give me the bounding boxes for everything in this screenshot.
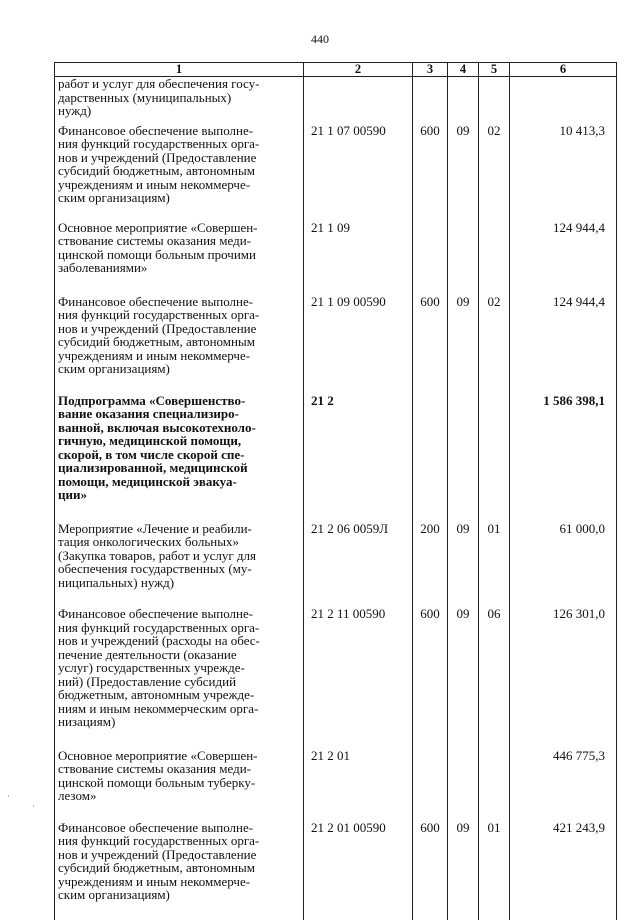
- row-rz-cell: [448, 124, 479, 221]
- row-vr-cell: [413, 221, 448, 295]
- scan-mark: [8, 795, 9, 797]
- row-pr-cell: [479, 749, 510, 821]
- row-code-cell: [304, 221, 413, 295]
- row-name-cell: [55, 749, 304, 821]
- row-rz-text: 09: [456, 606, 470, 621]
- row-code-cell: [304, 77, 413, 124]
- row-pr-cell: [479, 124, 510, 221]
- row-rz-text: 09: [456, 520, 470, 536]
- column-header: 4: [448, 63, 479, 77]
- row-name-text: Финансовое обеспечение выполне- ния функций государственных орга- нов и учреждений (Предоставление субсидий бюджетным, автономным учреждениям и иным некоммерче- ским организациям): [58, 122, 260, 205]
- row-amount-text: 446 775,3: [553, 747, 605, 763]
- row-amount-cell: [510, 749, 617, 821]
- table-row: [55, 77, 617, 124]
- row-amount-text: 126 301,0: [553, 606, 605, 621]
- page-number: 440: [311, 32, 329, 46]
- row-amount-cell: [510, 124, 617, 221]
- row-code-text: 21 2 01 00590: [311, 819, 386, 835]
- row-pr-text: 01: [487, 520, 501, 536]
- row-code-text: 21 2 11 00590: [311, 606, 386, 621]
- row-vr-text: 600: [420, 293, 440, 309]
- row-name-cell: [55, 607, 304, 749]
- row-amount-cell: [510, 77, 617, 124]
- row-amount-cell: [510, 522, 617, 608]
- table-row: [55, 295, 617, 394]
- row-vr-cell: [413, 124, 448, 221]
- row-code-text: 21 2 01: [311, 747, 350, 763]
- table-row: [55, 522, 617, 608]
- row-pr-text: 06: [487, 606, 501, 621]
- row-rz-cell: [448, 394, 479, 522]
- row-name-cell: [55, 394, 304, 522]
- row-pr-text: 02: [487, 122, 501, 138]
- table-row: [55, 394, 617, 522]
- row-code-text: 21 2 06 0059Л: [311, 520, 389, 536]
- row-rz-cell: [448, 221, 479, 295]
- row-name-cell: [55, 295, 304, 394]
- row-code-cell: [304, 124, 413, 221]
- row-amount-cell: [510, 607, 617, 749]
- row-pr-cell: [479, 221, 510, 295]
- row-pr-text: 01: [487, 819, 501, 835]
- row-code-text: 21 1 07 00590: [311, 122, 386, 138]
- row-code-text: 21 1 09 00590: [311, 293, 386, 309]
- row-amount-text: 124 944,4: [553, 293, 605, 309]
- table-row: [55, 749, 617, 821]
- row-amount-cell: [510, 394, 617, 522]
- column-header: 5: [479, 63, 510, 77]
- row-pr-cell: [479, 522, 510, 608]
- row-rz-text: 09: [456, 293, 470, 309]
- row-vr-cell: [413, 295, 448, 394]
- row-vr-cell: [413, 77, 448, 124]
- row-vr-text: 600: [420, 606, 440, 621]
- table-row: [55, 221, 617, 295]
- column-header: 6: [510, 63, 617, 77]
- row-amount-cell: [510, 295, 617, 394]
- row-name-text: Подпрограмма «Совершенство- вание оказания специализиро- ванной, включая высокотехноло- гичную, медицинской помощи, скорой, в том числе скорой спе- циализированной, медицинской помощи, медицинской эвакуа- ции»: [58, 392, 256, 502]
- row-amount-cell: [510, 221, 617, 295]
- row-amount-text: 10 413,3: [559, 122, 605, 138]
- row-name-text: Мероприятие «Лечение и реабили- тация онкологических больных» (Закупка товаров, работ и услуг для обеспечения государственных (му- ниципальных) нужд): [58, 520, 256, 590]
- row-vr-cell: [413, 394, 448, 522]
- row-name-text: Финансовое обеспечение выполне- ния функций государственных орга- нов и учреждений (расходы на обес- печение деятельности (оказание услуг) государственных учрежде- ний) (Предоставление субсидий бюджетным, автономным учрежде- ниям и иным некоммерческим орга- низациям): [58, 606, 260, 729]
- row-rz-text: 09: [456, 122, 470, 138]
- row-pr-cell: [479, 607, 510, 749]
- row-vr-text: 600: [420, 819, 440, 835]
- column-header: 3: [413, 63, 448, 77]
- table-header-row: [55, 63, 617, 77]
- row-pr-cell: [479, 394, 510, 522]
- row-amount-text: 61 000,0: [559, 520, 605, 536]
- row-name-cell: [55, 124, 304, 221]
- row-name-text: Финансовое обеспечение выполне- ния функций государственных орга- нов и учреждений (Предоставление субсидий бюджетным, автономным учреждениям и иным некоммерче- ским организациям): [58, 293, 260, 376]
- row-code-cell: [304, 522, 413, 608]
- row-code-cell: [304, 607, 413, 749]
- row-name-cell: [55, 221, 304, 295]
- row-rz-cell: [448, 607, 479, 749]
- row-rz-cell: [448, 77, 479, 124]
- row-code-text: 21 2: [311, 392, 334, 408]
- row-rz-text: 09: [456, 819, 470, 835]
- row-name-text: работ и услуг для обеспечения госу- дарственных (муниципальных) нужд): [58, 76, 260, 118]
- table-row: [55, 124, 617, 221]
- column-header: 2: [304, 63, 413, 77]
- row-pr-text: 02: [487, 293, 501, 309]
- row-code-text: 21 1 09: [311, 219, 350, 235]
- row-code-cell: [304, 749, 413, 821]
- column-header: 1: [55, 63, 304, 77]
- row-name-cell: [55, 522, 304, 608]
- row-vr-text: 200: [420, 520, 440, 536]
- row-name-text: Финансовое обеспечение выполне- ния функций государственных орга- нов и учреждений (Предоставление субсидий бюджетным, автономным учреждениям и иным некоммерче- ским организациям): [58, 819, 260, 902]
- row-name-text: Основное мероприятие «Совершен- ствование системы оказания меди- цинской помощи больным туберку- лезом»: [58, 747, 258, 803]
- row-pr-cell: [479, 77, 510, 124]
- row-name-cell: [55, 77, 304, 124]
- row-vr-cell: [413, 749, 448, 821]
- table-row: [55, 607, 617, 749]
- row-vr-cell: [413, 522, 448, 608]
- row-amount-text: 124 944,4: [553, 219, 605, 235]
- row-pr-cell: [479, 295, 510, 394]
- row-vr-text: 600: [420, 122, 440, 138]
- row-amount-text: 421 243,9: [553, 819, 605, 835]
- row-rz-cell: [448, 295, 479, 394]
- row-rz-cell: [448, 749, 479, 821]
- row-amount-text: 1 586 398,1: [543, 392, 605, 408]
- budget-table: [54, 62, 617, 920]
- row-vr-cell: [413, 607, 448, 749]
- row-rz-cell: [448, 522, 479, 608]
- row-code-cell: [304, 295, 413, 394]
- scan-mark: [33, 805, 34, 807]
- row-name-text: Основное мероприятие «Совершен- ствование системы оказания меди- цинской помощи больным прочими заболеваниями»: [58, 219, 258, 275]
- row-code-cell: [304, 394, 413, 522]
